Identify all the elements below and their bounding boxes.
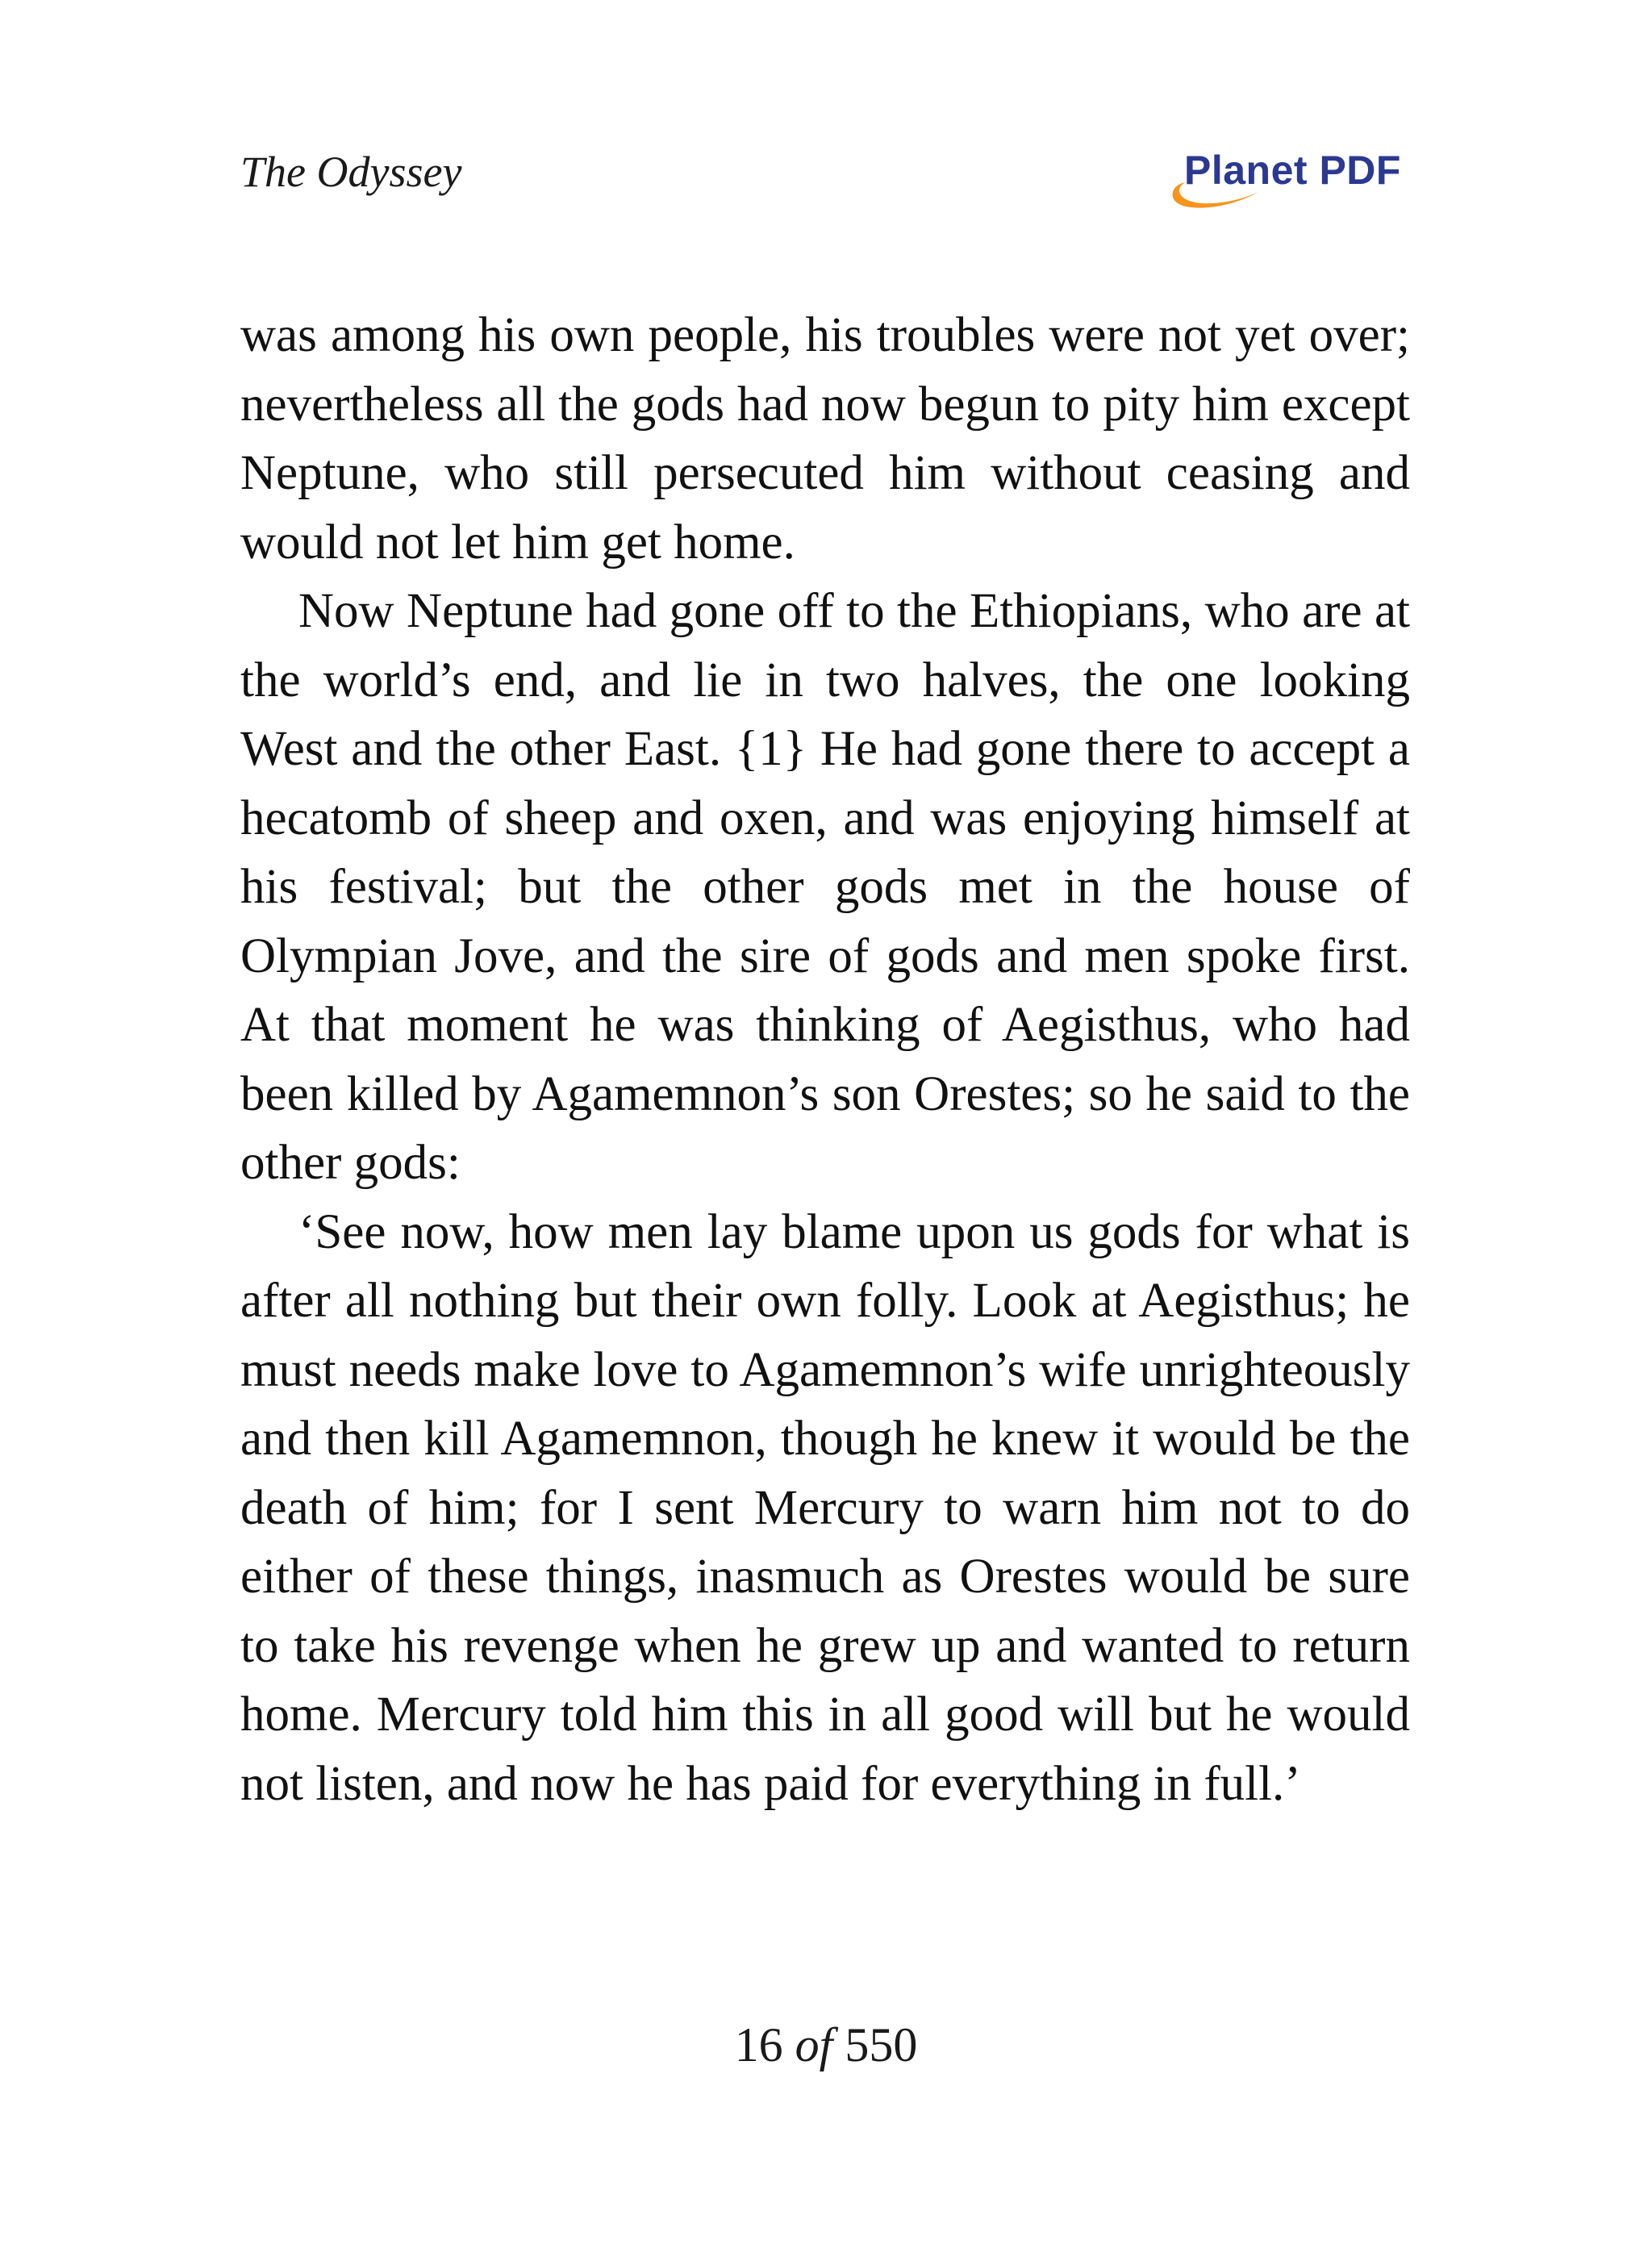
logo-text: Planet PDF [1184,148,1401,193]
page-number [0,2018,1652,2072]
page-of-label: of [795,2018,833,2072]
paragraph: ‘See now, how men lay blame upon us gods for what is after all nothing but their own folly. Look at Aegisthus; he must needs make love to Agamemnon’s wife unrighteously and then kill Agamemnon, though he knew it would be the death of him; for I sent Mercury to warn him not to do either of these things, inasmuch as Orestes would be sure to take his revenge when he grew up and wanted to return home. Mercury told him this in all good will but he would not listen, and now he has paid for everything in full.’ [240,1204,1410,1811]
paragraph: was among his own people, his troubles were not yet over; nevertheless all the gods had now begun to pity him except Neptune, who still persecuted him without ceasing and would not let him get home. [240,308,1410,570]
planet-pdf-logo [1168,150,1410,215]
paragraph: Now Neptune had gone off to the Ethiopians, who are at the world’s end, and lie in two halves, the one looking West and the other East. {1} He had gone there to accept a hecatomb of sheep and oxen, and was enjoying himself at his festival; but the other gods met in the house of Olympian Jove, and the sire of gods and men spoke first. At that moment he was thinking of Aegisthus, who had been killed by Agamemnon’s son Orestes; so he said to the other gods: [240,584,1410,1190]
body-text [240,301,1410,1818]
running-title: The Odyssey [240,148,462,196]
page-current: 16 [734,2018,783,2072]
page-total: 550 [845,2018,918,2072]
